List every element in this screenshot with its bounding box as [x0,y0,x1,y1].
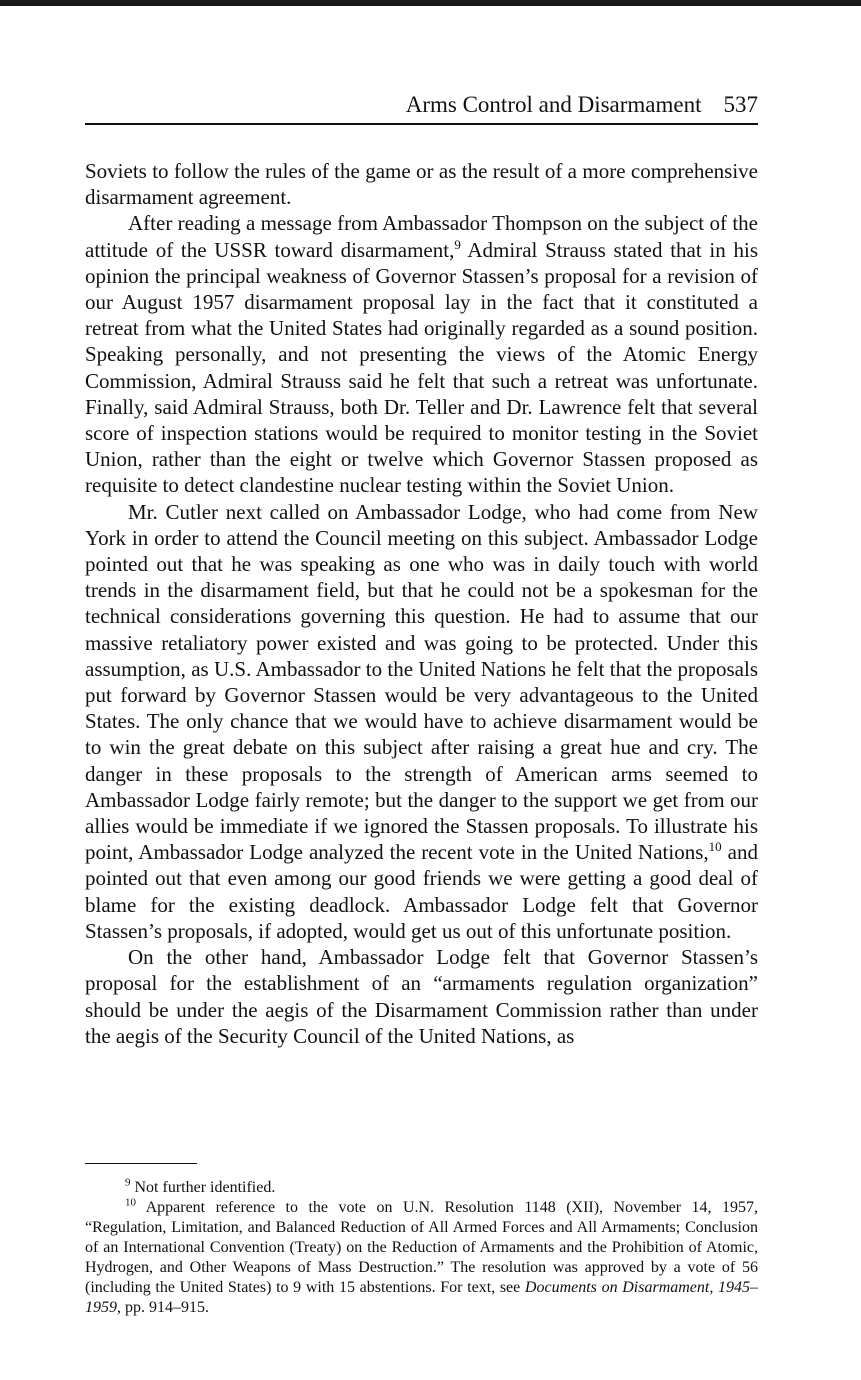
paragraph-4: On the other hand, Ambassador Lodge felt that Governor Stassen’s proposal for the establishment of an “armaments regulation organization” should be under the aegis of the Disarmament Commission rather than under the aegis of the Security Council of the United Nations, as [85,945,758,1048]
footnote-9-marker: 9 [125,1176,131,1189]
footnote-9 [85,1178,758,1198]
paragraph-3 [85,499,758,944]
footnote-10-end: , pp. 914–915. [117,1299,209,1316]
footnotes [85,1178,758,1318]
footnote-10-marker: 10 [125,1196,136,1209]
paragraph-2 [85,210,758,498]
paragraph-2-part-b: Admiral Strauss stated that in his opinion the principal weakness of Governor Stassen’s proposal for a revision of our August 1957 disarmament proposal lay in the fact that it constituted a retreat from what the United States had originally regarded as a sound position. Speaking personally, and not presenting the views of the Atomic Energy Commission, Admiral Strauss said he felt that such a retreat was unfortunate. Finally, said Admiral Strauss, both Dr. Teller and Dr. Lawrence felt that several score of inspection stations would be required to monitor testing in the Soviet Union, rather than the eight or twelve which Governor Stassen proposed as requisite to detect clandestine nuclear testing within the Soviet Union. [85,237,758,498]
footnote-9-text: Not further identified. [130,1179,276,1196]
paragraph-3-part-b: and pointed out that even among our good friends we were getting a good deal of blame for the existing deadlock. Ambassador Lodge felt that Governor Stassen’s proposals, if adopted, would get us out of this unfortunate position. [85,840,758,943]
page-number: 537 [723,92,758,117]
footnote-rule [85,1163,197,1164]
header-rule [85,123,758,125]
footnote-ref-9[interactable]: 9 [454,236,461,252]
footnote-ref-10[interactable]: 10 [708,839,722,855]
footnote-10 [85,1198,758,1318]
footnote-10-text: Apparent reference to the vote on U.N. Resolution 1148 (XII), November 14, 1957, “Regulation, Limitation, and Balanced Reduction of All Armed Forces and All Armaments; Conclusion of an International Convention (Treaty) on the Reduction of Armaments and the Prohibition of Atomic, Hydrogen, and Other Weapons of Mass Destruction.” The resolution was approved by a vote of 56 (including the United States) to 9 with 15 abstentions. For text, see [85,1199,758,1296]
paragraph-2-part-a: After reading a message from Ambassador Thompson on the subject of the attitude of the USSR toward disarmament, [85,211,758,262]
body-text [85,158,758,1049]
paragraph-1: Soviets to follow the rules of the game or as the result of a more comprehensive disarmament agreement. [85,159,758,210]
footnote-10-title: Documents on Disarmament, 1945–1959 [85,1279,759,1316]
running-title: Arms Control and Disarmament [405,92,702,117]
running-head [85,90,758,120]
page-top-border [0,0,861,6]
paragraph-3-part-a: Mr. Cutler next called on Ambassador Lodge, who had come from New York in order to attend the Council meeting on this subject. Ambassador Lodge pointed out that he was speaking as one who was in daily touch with world trends in the disarmament field, but that he could not be a spokesman for the technical considerations governing this question. He had to assume that our massive retaliatory power existed and was going to be protected. Under this assumption, as U.S. Ambassador to the United Nations he felt that the proposals put forward by Governor Stassen would be very advantageous to the United States. The only chance that we would have to achieve disarmament would be to win the great debate on this subject after raising a great hue and cry. The danger in these proposals to the strength of American arms seemed to Ambassador Lodge fairly remote; but the danger to the support we get from our allies would be immediate if we ignored the Stassen proposals. To illustrate his point, Ambassador Lodge analyzed the recent vote in the United Nations, [85,499,758,865]
